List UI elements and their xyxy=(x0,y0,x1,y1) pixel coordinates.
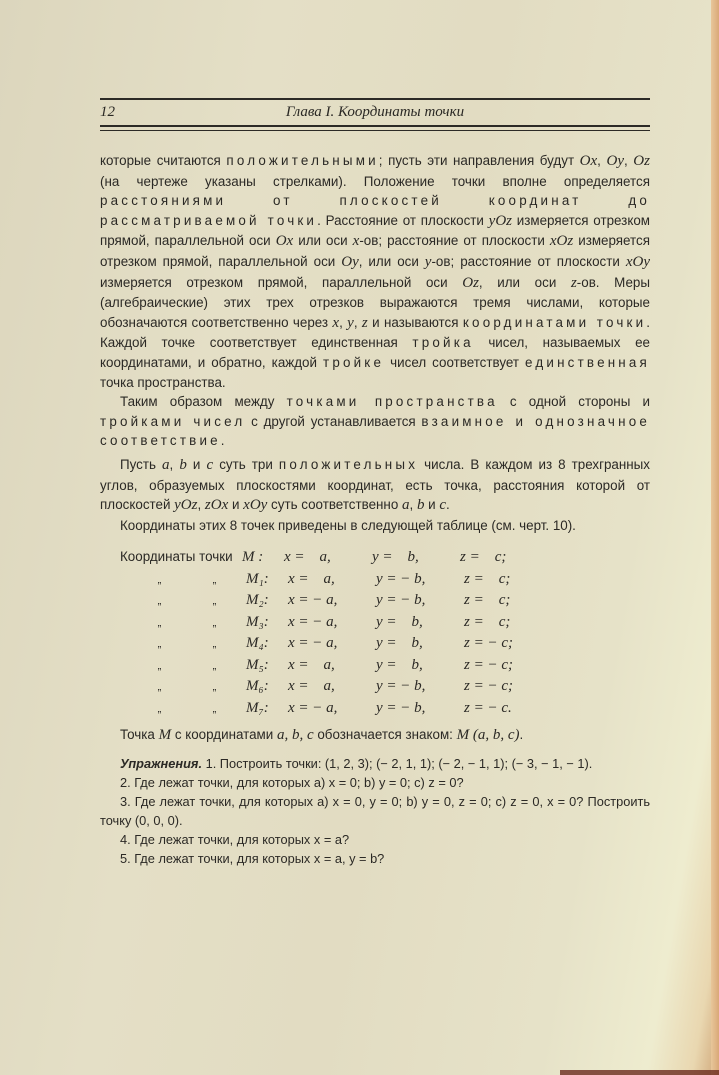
y-coordinate: y = − b, xyxy=(376,699,426,716)
y-coordinate: y = b, xyxy=(376,613,423,630)
math: Oz xyxy=(462,274,479,291)
text: . xyxy=(519,727,524,743)
math: zOx xyxy=(204,497,229,514)
ditto-marks xyxy=(100,590,246,612)
text: измеряется отрезком прямой, параллельной оси xyxy=(100,274,463,290)
math: xOz xyxy=(549,233,574,250)
paragraph-3 xyxy=(100,455,650,516)
text: которые считаются xyxy=(100,153,227,168)
z-coordinate: z = − c; xyxy=(464,656,513,673)
text: . Расстояние от плоскости xyxy=(317,212,489,228)
ditto-marks xyxy=(100,612,246,634)
ditto-marks xyxy=(100,698,246,720)
row-label: Координаты точки xyxy=(120,549,233,565)
text: суть соответственно xyxy=(267,497,402,513)
math: xOy xyxy=(625,253,650,270)
point-name: M₇: xyxy=(246,699,269,716)
text: -ов; расстояние от плоскости xyxy=(359,233,550,249)
text: -ов. Меры (алгебраические) этих трех отрезков выражаются тремя числами, которые обозначаются соответственно через xyxy=(100,274,650,330)
table-row xyxy=(100,676,650,698)
math: Ox xyxy=(275,233,294,250)
point-name: M₃: xyxy=(246,613,269,630)
x-coordinate: x = − a, xyxy=(288,592,338,609)
math: c xyxy=(439,497,447,514)
header-rule-top xyxy=(100,98,650,100)
text: измеряется отрезком прямой, параллельной оси xyxy=(100,233,650,269)
math: x xyxy=(332,314,340,331)
text: ; пусть эти направления будут xyxy=(378,153,580,168)
book-cover-edge xyxy=(560,1070,719,1075)
y-coordinate: y = b, xyxy=(376,656,423,673)
text: , xyxy=(353,314,362,330)
z-coordinate: z = c; xyxy=(464,613,511,630)
exercise-text: 1. Построить точки: (1, 2, 3); (− 2, 1, 1); (− 2, − 1, 1); (− 3, − 1, − 1). xyxy=(205,755,593,771)
math: a xyxy=(162,456,170,473)
text: , xyxy=(597,153,607,168)
point-name: M : xyxy=(242,549,264,566)
y-coordinate: y = − b, xyxy=(376,678,426,695)
y-coordinate: y = b, xyxy=(372,549,419,566)
ditto-mark: „ xyxy=(157,573,162,586)
math: a, b, c xyxy=(276,727,314,744)
exercise-item: 2. Где лежат точки, для которых a) x = 0; b) y = 0; c) z = 0? xyxy=(120,774,464,790)
ditto-mark: „ xyxy=(212,638,217,651)
point-name: M₅: xyxy=(246,656,269,673)
spaced-emphasis: тройке xyxy=(322,354,385,370)
ditto-marks xyxy=(100,633,246,655)
spaced-emphasis: точками пространства xyxy=(286,394,498,410)
ditto-mark: „ xyxy=(157,681,162,694)
page-number: 12 xyxy=(100,104,115,120)
notation-paragraph xyxy=(100,725,650,746)
ditto-mark: „ xyxy=(157,616,162,629)
table-row xyxy=(100,612,650,634)
y-coordinate: y = − b, xyxy=(376,570,426,587)
z-coordinate: z = c; xyxy=(464,592,511,609)
spaced-emphasis: расстояниями от плоскостей координат до рассматриваемой точки xyxy=(100,193,650,228)
text: с другой устанавливается xyxy=(245,413,422,429)
ditto-mark: „ xyxy=(212,659,217,672)
math: yOz xyxy=(488,212,512,229)
ditto-mark: „ xyxy=(212,595,217,608)
math: c xyxy=(206,456,214,473)
ditto-mark: „ xyxy=(157,659,162,672)
z-coordinate: z = − c; xyxy=(464,678,513,695)
text: точка пространства. xyxy=(100,374,226,390)
paragraph-2 xyxy=(100,392,650,451)
ditto-mark: „ xyxy=(212,681,217,694)
text: Пусть xyxy=(120,456,163,472)
text: , xyxy=(197,497,205,513)
z-coordinate: z = − c. xyxy=(464,699,512,716)
text: измеряется отрезком прямой, параллельной оси xyxy=(100,212,650,249)
x-coordinate: x = − a, xyxy=(288,613,338,630)
point-name: M₆: xyxy=(246,678,269,695)
text: (на чертеже указаны стрелками). Положение точки вполне определяется xyxy=(100,173,650,189)
book-page xyxy=(100,98,650,868)
spaced-emphasis: единственная xyxy=(525,354,650,370)
text: чисел, называемых ее координатами, и обратно, каждой xyxy=(100,335,650,370)
spaced-emphasis: тройка xyxy=(412,335,474,351)
table-row xyxy=(100,590,650,612)
exercise-item: 4. Где лежат точки, для которых x = a? xyxy=(120,831,350,847)
text: с одной стороны и xyxy=(497,394,650,410)
math: y xyxy=(424,253,432,270)
table-row xyxy=(100,655,650,677)
x-coordinate: x = a, xyxy=(288,656,335,673)
text: . Каждой точке соответствует единственная xyxy=(100,314,650,351)
text: , или оси xyxy=(358,253,425,269)
text: . xyxy=(446,497,450,513)
point-name: M₁: xyxy=(246,570,269,587)
ditto-mark: „ xyxy=(212,702,217,715)
math: Oy xyxy=(341,253,359,270)
z-coordinate: z = c; xyxy=(460,549,507,566)
math: z xyxy=(361,314,368,331)
ditto-marks xyxy=(100,655,246,677)
x-coordinate: x = − a, xyxy=(288,635,338,652)
table-row xyxy=(100,633,650,655)
point-name: M₄: xyxy=(246,635,269,652)
z-coordinate: z = − c; xyxy=(464,635,513,652)
text: и xyxy=(228,497,244,513)
text: , или оси xyxy=(478,274,571,290)
text: и называются xyxy=(367,314,463,330)
table-row xyxy=(100,569,650,591)
y-coordinate: y = b, xyxy=(376,635,423,652)
text: , xyxy=(339,314,348,330)
spaced-emphasis: координатами точки xyxy=(462,314,647,330)
point-name: M₂: xyxy=(246,592,269,609)
text: Точка xyxy=(120,727,159,743)
math: Oy xyxy=(606,153,624,169)
math: b xyxy=(416,497,425,514)
text: с координатами xyxy=(171,727,277,743)
ditto-mark: „ xyxy=(157,595,162,608)
text: -ов; расстояние от плоскости xyxy=(431,253,626,269)
exercise-item: 3. Где лежат точки, для которых a) x = 0, y = 0; b) y = 0, z = 0; c) z = 0, x = 0? Построить точку (0, 0, 0). xyxy=(100,793,650,828)
math: z xyxy=(570,274,577,291)
x-coordinate: x = a, xyxy=(284,549,331,566)
text: и xyxy=(424,497,440,513)
body-text xyxy=(100,151,650,868)
math: Ox xyxy=(579,153,598,169)
math: yOz xyxy=(174,497,198,514)
text: . xyxy=(220,433,225,449)
paragraph-1 xyxy=(100,151,650,392)
exercise-item xyxy=(100,754,650,773)
running-title: Глава I. Координаты точки xyxy=(285,104,465,120)
ditto-mark: „ xyxy=(157,638,162,651)
table-row xyxy=(100,698,650,720)
table-row xyxy=(100,547,650,569)
spaced-emphasis: тройками чисел xyxy=(100,413,246,429)
ditto-mark: „ xyxy=(212,616,217,629)
exercise-item: 5. Где лежат точки, для которых x = a, y = b? xyxy=(120,850,385,866)
text: , xyxy=(169,456,180,472)
text: суть три xyxy=(213,456,279,472)
math: a xyxy=(402,497,410,514)
paragraph-4: Координаты этих 8 точек приведены в следующей таблице (см. черт. 10). xyxy=(120,517,576,533)
coordinates-table xyxy=(100,547,650,719)
ditto-marks xyxy=(100,676,246,698)
exercises-title: Упражнения. xyxy=(120,755,203,771)
x-coordinate: x = a, xyxy=(288,678,335,695)
math: b xyxy=(179,456,187,473)
math: M xyxy=(158,727,172,744)
math: xOy xyxy=(243,497,268,514)
page-right-edge xyxy=(711,0,719,1075)
text: чисел соответствует xyxy=(384,354,526,370)
x-coordinate: x = − a, xyxy=(288,699,338,716)
text: обозначается знаком: xyxy=(313,727,457,743)
running-header xyxy=(100,104,650,122)
ditto-mark: „ xyxy=(212,573,217,586)
math: x xyxy=(352,233,360,250)
spaced-emphasis: взаимное и однозначное соответствие xyxy=(100,413,650,449)
text: и xyxy=(186,456,207,472)
header-rule-bottom xyxy=(100,125,650,131)
spaced-emphasis: положительных xyxy=(278,456,419,472)
z-coordinate: z = c; xyxy=(464,570,511,587)
math: y xyxy=(347,314,354,331)
text: или оси xyxy=(293,233,353,249)
x-coordinate: x = a, xyxy=(288,570,335,587)
math: Oz xyxy=(633,153,650,169)
spaced-emphasis: положительными xyxy=(226,153,379,168)
text: Таким образом между xyxy=(120,394,287,410)
ditto-marks xyxy=(100,569,246,591)
y-coordinate: y = − b, xyxy=(376,592,426,609)
text: , xyxy=(409,497,417,513)
exercises xyxy=(100,754,650,868)
ditto-mark: „ xyxy=(157,702,162,715)
text: , xyxy=(623,153,634,168)
text: числа. В каждом из 8 трехгранных углов, образуемых плоскостями координат, есть точка, расстояния которой от плоскостей xyxy=(100,456,650,513)
math: M (a, b, c) xyxy=(456,727,520,744)
